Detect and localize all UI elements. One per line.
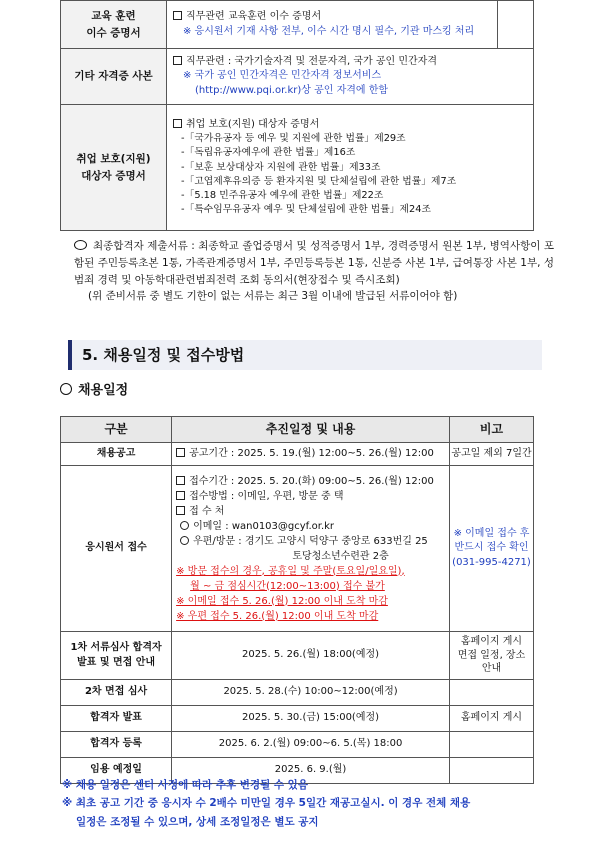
- law-item: -「고엽제후유의증 등 환자지원 및 단체설립에 관한 법률」제7조: [181, 175, 457, 187]
- checkbox-icon: [173, 11, 182, 20]
- row-content-certificate: 직무관련 : 국가기술자격 및 전문자격, 국가 공인 민간자격 ※ 국가 공인 민간자격은 민간자격 정보서비스 (http://www.pqi.or.kr)상 공인 자격에 한함: [167, 49, 534, 105]
- row-label: 채용공고: [61, 443, 172, 466]
- row-content-training: 직무관련 교육훈련 이수 증명서 ※ 응시원서 기재 사항 전부, 이수 시간 명시 필수, 기관 마스킹 처리: [167, 1, 498, 49]
- row-content-veteran: 취업 보호(지원) 대상자 증명서 -「국가유공자 등 예우 및 지원에 관한 법률」제29조 -「독립유공자예우에 관한 법률」제16조 -「보훈 보상대상자 지원에 관한 법률」제33조 -「고엽제후유의증 등 환자지원 및 단체설립에 관한 법률」제7조 -「5.18 민주유공자 예우에 관한 법률」제22조 -「특수임무유공자 예우 및 단체설립에 관한 법률」제24조: [167, 105, 534, 231]
- col-header-category: 구분: [61, 417, 172, 443]
- row-label: 응시원서 접수: [61, 466, 172, 632]
- law-item: -「국가유공자 등 예우 및 지원에 관한 법률」제29조: [181, 133, 406, 145]
- row-label-certificate: 기타 자격증 사본: [61, 49, 167, 105]
- row-content: 2025. 6. 2.(월) 09:00~6. 5.(목) 18:00: [172, 732, 450, 758]
- row-label: 2차 면접 심사: [61, 680, 172, 706]
- row-content: 접수기간 : 2025. 5. 20.(화) 09:00~5. 26.(월) 12:00 접수방법 : 이메일, 우편, 방문 중 택 접 수 처 이메일 : wan0103@gcyf.or.kr 우편/방문 : 경기도 고양시 덕양구 중앙로 633번길 25 토당청소년수련관 2층 ※ 방문 접수의 경우, 공휴일 및 주말(토요일/일요일), 월 ~ 금 점심시간(12:00~13:00) 접수 불가 ※ 이메일 접수 5. 26.(월) 12:00 이내 도착 마감 ※ 우편 접수 5. 26.(월) 12:00 이내 도착 마감: [172, 466, 450, 632]
- row-note: [450, 680, 534, 706]
- section-title: 5. 채용일정 및 접수방법: [68, 340, 542, 370]
- checkbox-icon: [176, 476, 185, 485]
- checkbox-icon: [176, 448, 185, 457]
- col-header-note: 비고: [450, 417, 534, 443]
- row-label-veteran: 취업 보호(지원) 대상자 증명서: [61, 105, 167, 231]
- checkbox-icon: [173, 119, 182, 128]
- circle-bullet-icon: [60, 383, 72, 395]
- checkbox-icon: [176, 491, 185, 500]
- final-docs-paragraph: 최종합격자 제출서류 : 최종학교 졸업증명서 및 성적증명서 1부, 경력증명서 원본 1부, 병역사항이 포함된 주민등록초본 1통, 가족관계증명서 1부, 주민등록등본 1통, 신분증 사본 1부, 급여통장 사본 1부, 성범죄 경력 및 아동학대관련범죄전력 조회 동의서(현장접수 및 즉시조회) (위 준비서류 중 별도 기한이 없는 서류는 최근 3월 이내에 발급된 서류이어야 함): [74, 240, 554, 303]
- law-item: -「특수임무유공자 예우 및 단체설립에 관한 법률」제24조: [181, 204, 431, 216]
- circle-icon: [180, 521, 189, 530]
- row-label: 합격자 등록: [61, 732, 172, 758]
- schedule-table: [60, 416, 534, 784]
- row-note: ※ 이메일 접수 후 반드시 접수 확인 (031-995-4271): [450, 466, 534, 632]
- row-content: 2025. 5. 26.(월) 18:00(예정): [172, 632, 450, 680]
- checkbox-icon: [176, 506, 185, 515]
- footnotes: ※ 채용 일정은 센터 사정에 따라 추후 변경될 수 있음 ※ 최초 공고 기간 중 응시자 수 2배수 미만일 경우 5일간 재공고실시. 이 경우 전체 채용 일정은 조정될 수 있으며, 상세 조정일정은 별도 공지: [62, 779, 471, 828]
- row-note: 공고일 제외 7일간: [450, 443, 534, 466]
- row-note: 홈페이지 게시 면접 일정, 장소 안내: [450, 632, 534, 680]
- row-label-training: 교육 훈련 이수 증명서: [61, 1, 167, 49]
- row-content: 2025. 6. 9.(월): [172, 758, 450, 784]
- row-content: 2025. 5. 30.(금) 15:00(예정): [172, 706, 450, 732]
- row-label: 임용 예정일: [61, 758, 172, 784]
- law-item: -「5.18 민주유공자 예우에 관한 법률」제22조: [181, 189, 384, 201]
- row-content: 2025. 5. 28.(수) 10:00~12:00(예정): [172, 680, 450, 706]
- row-label: 합격자 발표: [61, 706, 172, 732]
- circle-icon: [180, 536, 189, 545]
- row-note: 홈페이지 게시: [450, 706, 534, 732]
- circle-bullet-icon: [74, 240, 87, 250]
- law-item: -「보훈 보상대상자 지원에 관한 법률」제33조: [181, 161, 381, 173]
- row-content: 공고기간 : 2025. 5. 19.(월) 12:00~5. 26.(월) 12:00: [172, 443, 450, 466]
- row-label: 1차 서류심사 합격자 발표 및 면접 안내: [61, 632, 172, 680]
- row-note: [450, 732, 534, 758]
- required-docs-table: [60, 0, 534, 231]
- col-header-content: 추진일정 및 내용: [172, 417, 450, 443]
- checkbox-icon: [173, 56, 182, 65]
- schedule-heading: 채용일정: [60, 382, 128, 401]
- law-item: -「독립유공자예우에 관한 법률」제16조: [181, 147, 356, 159]
